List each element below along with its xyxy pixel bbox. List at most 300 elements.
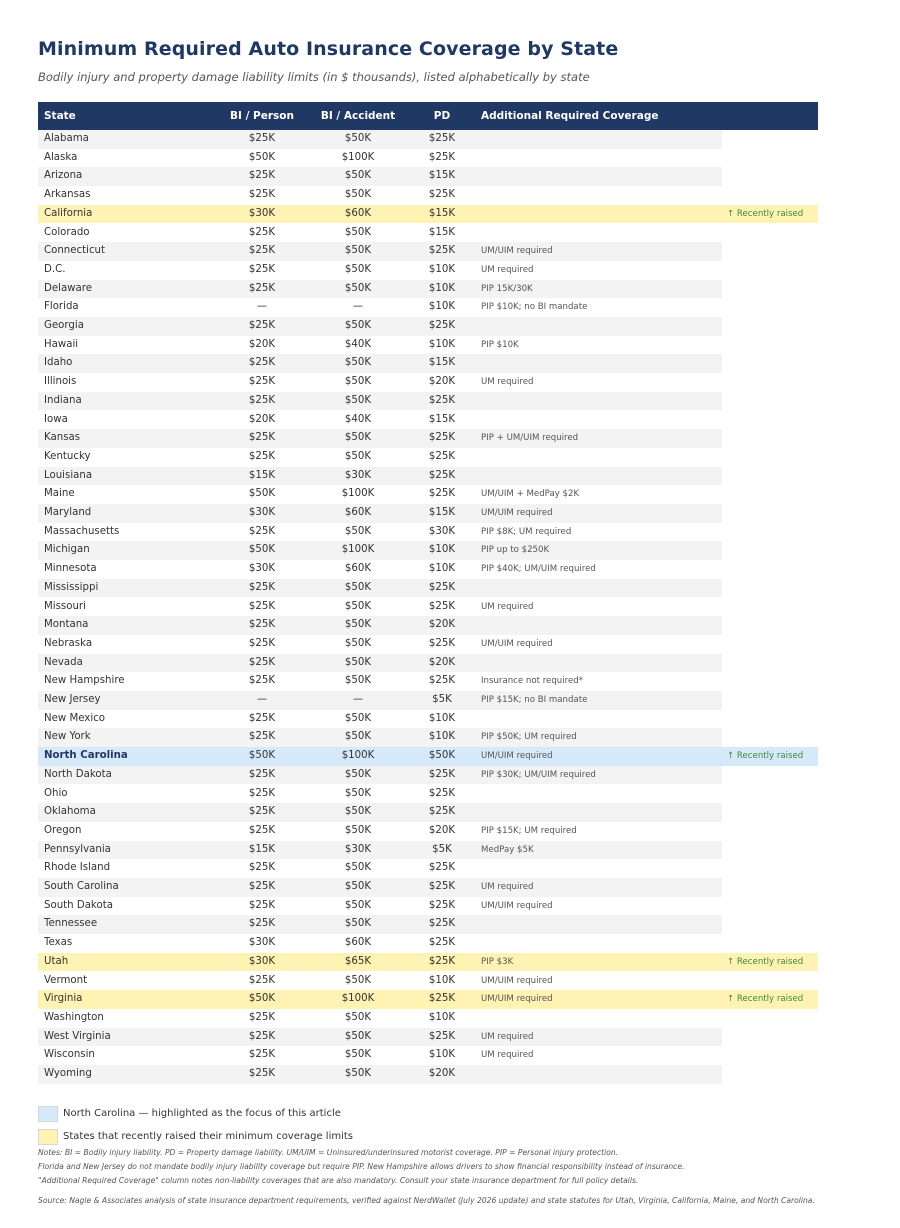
table-row bbox=[38, 878, 722, 897]
table-row bbox=[38, 691, 722, 710]
cell-state: Georgia bbox=[44, 320, 84, 331]
table-row bbox=[38, 392, 722, 411]
cell-bi-person: $50K bbox=[248, 993, 276, 1005]
cell-additional: UM/UIM required bbox=[481, 751, 553, 762]
cell-bi-person: $25K bbox=[248, 862, 276, 874]
cell-bi-accident: $50K bbox=[344, 806, 372, 818]
table-row bbox=[38, 149, 722, 168]
cell-state: California bbox=[44, 207, 93, 219]
cell-bi-accident: $60K bbox=[344, 507, 372, 518]
cell-pd: $25K bbox=[428, 918, 456, 930]
table-row bbox=[38, 560, 722, 579]
cell-pd: $25K bbox=[428, 637, 456, 649]
cell-state: Kansas bbox=[44, 432, 81, 444]
cell-additional: UM required bbox=[481, 377, 534, 388]
table-row bbox=[38, 803, 722, 822]
cell-bi-accident: $30K bbox=[344, 469, 372, 481]
cell-pd: $10K bbox=[428, 1011, 456, 1023]
cell-bi-person: $25K bbox=[248, 1068, 276, 1079]
cell-bi-person: $15K bbox=[248, 469, 276, 481]
cell-additional: PIP $3K bbox=[481, 956, 514, 967]
column-header-bi-person: BI / Person bbox=[230, 110, 294, 122]
table-row bbox=[38, 1009, 722, 1028]
cell-state: Hawaii bbox=[44, 338, 79, 350]
cell-bi-accident: $50K bbox=[344, 637, 372, 649]
cell-state: Louisiana bbox=[44, 469, 93, 481]
column-header-bi-accident: BI / Accident bbox=[320, 110, 396, 122]
cell-pd: $10K bbox=[428, 974, 456, 986]
cell-bi-person: $50K bbox=[248, 750, 276, 762]
cell-bi-person: $25K bbox=[248, 637, 276, 649]
cell-bi-person: $25K bbox=[248, 806, 276, 818]
cell-state: Alaska bbox=[44, 151, 78, 163]
cell-bi-accident: $50K bbox=[344, 1011, 372, 1023]
cell-bi-person: $25K bbox=[248, 731, 276, 743]
cell-bi-person: $25K bbox=[248, 245, 276, 257]
cell-state: West Virginia bbox=[44, 1030, 111, 1042]
cell-bi-person: $25K bbox=[248, 282, 276, 294]
cell-state: Wisconsin bbox=[44, 1049, 95, 1061]
cell-state: Texas bbox=[44, 937, 73, 949]
cell-state: Connecticut bbox=[44, 245, 106, 257]
cell-pd: $25K bbox=[428, 993, 456, 1005]
cell-bi-person: $25K bbox=[248, 133, 276, 144]
cell-pd: $25K bbox=[428, 881, 456, 892]
cell-bi-accident: $50K bbox=[344, 376, 372, 388]
cell-pd: $25K bbox=[428, 469, 456, 481]
cell-bi-accident: $100K bbox=[341, 488, 375, 500]
table-row bbox=[38, 859, 722, 878]
cell-state: Michigan bbox=[44, 544, 90, 556]
cell-state: Arizona bbox=[44, 170, 83, 182]
cell-state: Kentucky bbox=[44, 450, 91, 462]
cell-pd: $25K bbox=[428, 937, 456, 949]
cell-state: Maine bbox=[44, 488, 75, 500]
cell-additional: UM required bbox=[481, 601, 534, 612]
table-row bbox=[38, 130, 722, 149]
cell-pd: $10K bbox=[428, 712, 456, 724]
cell-state: New Jersey bbox=[44, 694, 101, 705]
table-row bbox=[38, 728, 722, 747]
cell-bi-person: $25K bbox=[248, 1011, 276, 1023]
cell-bi-person: $25K bbox=[248, 525, 276, 537]
cell-bi-person: — bbox=[256, 694, 268, 705]
cell-additional: UM/UIM required bbox=[481, 994, 553, 1005]
table-row bbox=[38, 354, 722, 373]
table-row bbox=[38, 990, 818, 1009]
cell-pd: $10K bbox=[428, 263, 456, 275]
cell-state: Nebraska bbox=[44, 637, 93, 649]
cell-bi-accident: $50K bbox=[344, 1049, 372, 1061]
cell-bi-person: $25K bbox=[248, 226, 276, 238]
cell-bi-accident: $50K bbox=[344, 394, 372, 406]
table-row bbox=[38, 1046, 722, 1065]
cell-state: Arkansas bbox=[44, 189, 91, 201]
cell-pd: $25K bbox=[428, 862, 456, 874]
cell-bi-accident: $50K bbox=[344, 768, 372, 780]
table-row bbox=[38, 1028, 722, 1047]
cell-bi-accident: $50K bbox=[344, 712, 372, 724]
table-row bbox=[38, 953, 818, 972]
cell-pd: $25K bbox=[428, 488, 456, 500]
cell-additional: PIP $8K; UM required bbox=[481, 526, 572, 537]
cell-bi-accident: $50K bbox=[344, 525, 372, 537]
cell-state: Mississippi bbox=[44, 581, 99, 593]
cell-state: Ohio bbox=[44, 787, 68, 799]
cell-flag: ↑ Recently raised bbox=[727, 208, 804, 219]
table-row bbox=[38, 897, 722, 916]
cell-state: D.C. bbox=[44, 263, 66, 275]
cell-bi-accident: $50K bbox=[344, 320, 372, 331]
cell-state: New York bbox=[44, 731, 91, 743]
cell-additional: PIP 15K/30K bbox=[481, 283, 533, 294]
cell-bi-accident: $50K bbox=[344, 263, 372, 275]
table-row bbox=[38, 672, 722, 691]
cell-bi-person: $50K bbox=[248, 488, 276, 500]
cell-state: Rhode Island bbox=[44, 862, 111, 874]
table-row bbox=[38, 541, 722, 560]
cell-state: Colorado bbox=[44, 226, 90, 238]
cell-bi-accident: $50K bbox=[344, 824, 372, 836]
cell-bi-accident: $60K bbox=[344, 937, 372, 949]
cell-bi-accident: $50K bbox=[344, 357, 372, 369]
cell-bi-accident: $65K bbox=[344, 955, 372, 967]
cell-bi-person: $50K bbox=[248, 544, 276, 556]
cell-bi-accident: $40K bbox=[344, 338, 372, 350]
table-row bbox=[38, 224, 722, 243]
cell-pd: $25K bbox=[428, 581, 456, 593]
cell-bi-accident: $50K bbox=[344, 787, 372, 799]
table-row bbox=[38, 504, 722, 523]
cell-bi-person: $30K bbox=[248, 563, 276, 575]
cell-pd: $25K bbox=[428, 899, 456, 911]
cell-pd: $25K bbox=[428, 675, 456, 687]
cell-bi-accident: $50K bbox=[344, 226, 372, 238]
cell-bi-person: $15K bbox=[248, 843, 276, 855]
cell-pd: $10K bbox=[428, 563, 456, 575]
cell-additional: MedPay $5K bbox=[481, 844, 534, 855]
cell-bi-accident: $50K bbox=[344, 899, 372, 911]
cell-additional: PIP $15K; no BI mandate bbox=[481, 695, 588, 705]
table-row bbox=[38, 317, 722, 336]
cell-bi-accident: $50K bbox=[344, 450, 372, 462]
table-row bbox=[38, 485, 722, 504]
cell-bi-person: $25K bbox=[248, 357, 276, 369]
cell-additional: PIP $15K; UM required bbox=[481, 825, 577, 836]
cell-pd: $25K bbox=[428, 955, 456, 967]
cell-bi-person: $25K bbox=[248, 1030, 276, 1042]
table-row bbox=[38, 411, 722, 430]
cell-pd: $5K bbox=[432, 843, 452, 855]
cell-bi-accident: $50K bbox=[344, 189, 372, 201]
cell-bi-person: $25K bbox=[248, 899, 276, 911]
cell-flag: ↑ Recently raised bbox=[727, 994, 804, 1005]
cell-pd: $5K bbox=[432, 694, 452, 705]
table-row bbox=[38, 242, 722, 261]
cell-bi-accident: $50K bbox=[344, 881, 372, 892]
cell-state: Massachusetts bbox=[44, 525, 120, 537]
table-row bbox=[38, 616, 722, 635]
cell-bi-accident: $50K bbox=[344, 600, 372, 612]
cell-pd: $10K bbox=[428, 282, 456, 294]
legend-label-focus: North Carolina — highlighted as the focus of this article bbox=[63, 1108, 341, 1119]
cell-bi-person: $25K bbox=[248, 768, 276, 780]
cell-pd: $20K bbox=[428, 619, 456, 631]
cell-pd: $15K bbox=[428, 226, 456, 238]
table-row bbox=[38, 298, 722, 317]
cell-pd: $15K bbox=[428, 170, 456, 182]
table-header bbox=[38, 102, 818, 130]
table-row bbox=[38, 523, 722, 542]
source-line: Source: Nagle & Associates analysis of state insurance department requirements, verified against NerdWallet (July 2026 update) and state statutes for Utah, Virginia, California, Maine, and North Carolina. bbox=[38, 1196, 815, 1205]
cell-bi-person: $25K bbox=[248, 974, 276, 986]
cell-bi-accident: $50K bbox=[344, 619, 372, 631]
cell-additional: UM/UIM required bbox=[481, 246, 553, 257]
cell-state: Idaho bbox=[44, 357, 73, 369]
cell-additional: UM required bbox=[481, 1031, 534, 1042]
cell-pd: $25K bbox=[428, 245, 456, 257]
cell-state: Pennsylvania bbox=[44, 843, 111, 855]
column-header-state: State bbox=[44, 110, 76, 122]
cell-pd: $20K bbox=[428, 824, 456, 836]
cell-state: Oklahoma bbox=[44, 806, 96, 818]
cell-bi-accident: $50K bbox=[344, 1068, 372, 1079]
table-row bbox=[38, 429, 722, 448]
table-row bbox=[38, 785, 722, 804]
cell-bi-person: $25K bbox=[248, 787, 276, 799]
cell-pd: $25K bbox=[428, 787, 456, 799]
cell-state: Indiana bbox=[44, 394, 82, 406]
cell-bi-accident: $60K bbox=[344, 207, 372, 219]
cell-additional: UM/UIM required bbox=[481, 508, 553, 518]
table-row bbox=[38, 766, 722, 785]
cell-additional: UM required bbox=[481, 1050, 534, 1061]
cell-pd: $15K bbox=[428, 207, 456, 219]
cell-additional: PIP $10K; no BI mandate bbox=[481, 302, 588, 313]
cell-state: Alabama bbox=[44, 133, 89, 144]
cell-pd: $15K bbox=[428, 507, 456, 518]
table-row bbox=[38, 654, 722, 673]
cell-pd: $25K bbox=[428, 151, 456, 163]
table-row bbox=[38, 1065, 722, 1084]
column-header-pd: PD bbox=[433, 110, 451, 122]
cell-pd: $25K bbox=[428, 600, 456, 612]
cell-bi-person: $25K bbox=[248, 450, 276, 462]
cell-bi-person: $25K bbox=[248, 1049, 276, 1061]
cell-state: South Carolina bbox=[44, 881, 119, 892]
cell-bi-person: $25K bbox=[248, 600, 276, 612]
cell-pd: $25K bbox=[428, 450, 456, 462]
cell-state: Tennessee bbox=[44, 918, 98, 930]
cell-state: Minnesota bbox=[44, 563, 97, 575]
cell-state: Utah bbox=[44, 955, 69, 967]
cell-pd: $15K bbox=[428, 357, 456, 369]
table-row bbox=[38, 710, 722, 729]
cell-bi-accident: $50K bbox=[344, 1030, 372, 1042]
cell-bi-accident: $100K bbox=[341, 151, 375, 163]
cell-bi-person: $30K bbox=[248, 955, 276, 967]
table-row bbox=[38, 635, 722, 654]
table-row bbox=[38, 747, 818, 766]
cell-additional: PIP $40K; UM/UIM required bbox=[481, 564, 596, 575]
cell-bi-person: $20K bbox=[248, 413, 276, 425]
cell-pd: $20K bbox=[428, 656, 456, 668]
table-row bbox=[38, 822, 722, 841]
cell-bi-person: $25K bbox=[248, 320, 276, 331]
cell-bi-accident: $40K bbox=[344, 413, 372, 425]
cell-bi-accident: $60K bbox=[344, 563, 372, 575]
cell-additional: PIP up to $250K bbox=[481, 545, 550, 556]
table-row bbox=[38, 205, 818, 224]
cell-pd: $10K bbox=[428, 731, 456, 743]
cell-bi-accident: $50K bbox=[344, 918, 372, 930]
cell-state: New Hampshire bbox=[44, 675, 125, 687]
cell-additional: UM required bbox=[481, 264, 534, 275]
table-row bbox=[38, 467, 722, 486]
cell-bi-person: $20K bbox=[248, 338, 276, 350]
table-row bbox=[38, 448, 722, 467]
cell-additional: PIP $50K; UM required bbox=[481, 732, 577, 743]
cell-bi-accident: $50K bbox=[344, 133, 372, 144]
note-line-2: Florida and New Jersey do not mandate bodily injury liability coverage but require PIP. New Hampshire allows drivers to show financial responsibility instead of insurance. bbox=[38, 1162, 685, 1171]
cell-bi-person: $30K bbox=[248, 937, 276, 949]
cell-pd: $25K bbox=[428, 432, 456, 444]
table-row bbox=[38, 280, 722, 299]
cell-bi-person: $25K bbox=[248, 170, 276, 182]
cell-bi-person: $25K bbox=[248, 881, 276, 892]
cell-state: Missouri bbox=[44, 600, 86, 612]
cell-pd: $10K bbox=[428, 338, 456, 350]
cell-state: Iowa bbox=[44, 413, 68, 425]
cell-bi-person: $25K bbox=[248, 712, 276, 724]
cell-pd: $25K bbox=[428, 1030, 456, 1042]
cell-bi-person: $25K bbox=[248, 581, 276, 593]
cell-bi-accident: $50K bbox=[344, 731, 372, 743]
cell-additional: UM required bbox=[481, 882, 534, 892]
chart-subtitle: Bodily injury and property damage liability limits (in $ thousands), listed alphabetically by state bbox=[38, 70, 590, 84]
table-row bbox=[38, 373, 722, 392]
cell-additional: PIP + UM/UIM required bbox=[481, 433, 579, 444]
table-row bbox=[38, 261, 722, 280]
cell-state: North Carolina bbox=[44, 750, 128, 762]
cell-pd: $25K bbox=[428, 806, 456, 818]
table-row bbox=[38, 336, 722, 355]
table-row bbox=[38, 934, 722, 953]
table-row bbox=[38, 915, 722, 934]
cell-bi-person: $25K bbox=[248, 189, 276, 201]
cell-pd: $10K bbox=[428, 301, 456, 313]
cell-additional: PIP $30K; UM/UIM required bbox=[481, 769, 596, 780]
column-header-additional: Additional Required Coverage bbox=[481, 110, 659, 122]
cell-bi-person: $30K bbox=[248, 507, 276, 518]
cell-bi-person: $25K bbox=[248, 263, 276, 275]
cell-flag: ↑ Recently raised bbox=[727, 956, 804, 967]
cell-bi-accident: $100K bbox=[341, 750, 375, 762]
note-line-1: Notes: BI = Bodily injury liability. PD = Property damage liability. UM/UIM = Uninsured/underinsured motorist coverage. PIP = Personal injury protection. bbox=[38, 1148, 619, 1157]
cell-state: Maryland bbox=[44, 507, 92, 518]
cell-pd: $25K bbox=[428, 320, 456, 331]
cell-pd: $20K bbox=[428, 376, 456, 388]
cell-bi-accident: $30K bbox=[344, 843, 372, 855]
legend-swatch-focus bbox=[38, 1106, 58, 1122]
table-row bbox=[38, 972, 722, 991]
cell-pd: $15K bbox=[428, 413, 456, 425]
cell-bi-person: $25K bbox=[248, 656, 276, 668]
cell-additional: PIP $10K bbox=[481, 339, 519, 350]
cell-pd: $25K bbox=[428, 189, 456, 201]
cell-pd: $30K bbox=[428, 525, 456, 537]
cell-bi-accident: $50K bbox=[344, 581, 372, 593]
chart-title: Minimum Required Auto Insurance Coverage by State bbox=[38, 38, 619, 60]
cell-state: Nevada bbox=[44, 656, 83, 668]
cell-state: New Mexico bbox=[44, 712, 106, 724]
cell-state: South Dakota bbox=[44, 899, 113, 911]
cell-state: Virginia bbox=[44, 993, 83, 1005]
cell-bi-accident: $50K bbox=[344, 245, 372, 257]
cell-bi-person: $25K bbox=[248, 675, 276, 687]
cell-state: Vermont bbox=[44, 974, 88, 986]
cell-pd: $20K bbox=[428, 1068, 456, 1079]
cell-additional: Insurance not required* bbox=[481, 676, 584, 687]
cell-pd: $50K bbox=[428, 750, 456, 762]
cell-bi-person: — bbox=[256, 301, 268, 313]
cell-state: North Dakota bbox=[44, 768, 112, 780]
legend-label-raised: States that recently raised their minimum coverage limits bbox=[63, 1131, 354, 1142]
cell-additional: UM/UIM required bbox=[481, 638, 553, 649]
cell-bi-accident: $50K bbox=[344, 675, 372, 687]
legend-swatch-raised bbox=[38, 1129, 58, 1145]
cell-state: Wyoming bbox=[44, 1068, 92, 1079]
cell-bi-accident: — bbox=[352, 301, 364, 313]
cell-bi-person: $25K bbox=[248, 376, 276, 388]
cell-bi-person: $25K bbox=[248, 918, 276, 930]
cell-bi-person: $25K bbox=[248, 394, 276, 406]
table-row bbox=[38, 186, 722, 205]
cell-bi-accident: $100K bbox=[341, 993, 375, 1005]
table-row bbox=[38, 598, 722, 617]
cell-pd: $25K bbox=[428, 768, 456, 780]
cell-state: Oregon bbox=[44, 824, 82, 836]
cell-state: Delaware bbox=[44, 282, 92, 294]
cell-bi-accident: $100K bbox=[341, 544, 375, 556]
cell-bi-person: $25K bbox=[248, 824, 276, 836]
table-row bbox=[38, 167, 722, 186]
cell-bi-accident: $50K bbox=[344, 974, 372, 986]
table-row bbox=[38, 841, 722, 860]
note-line-3: "Additional Required Coverage" column notes non-liability coverages that are also mandatory. Consult your state insurance department for full policy details. bbox=[38, 1176, 639, 1185]
cell-pd: $10K bbox=[428, 544, 456, 556]
cell-bi-accident: $50K bbox=[344, 656, 372, 668]
cell-bi-person: $30K bbox=[248, 207, 276, 219]
cell-additional: UM/UIM + MedPay $2K bbox=[481, 489, 580, 500]
cell-pd: $25K bbox=[428, 394, 456, 406]
cell-additional: UM/UIM required bbox=[481, 975, 553, 986]
cell-state: Illinois bbox=[44, 376, 77, 388]
table-row bbox=[38, 579, 722, 598]
cell-pd: $10K bbox=[428, 1049, 456, 1061]
cell-bi-person: $25K bbox=[248, 619, 276, 631]
cell-bi-accident: $50K bbox=[344, 432, 372, 444]
cell-flag: ↑ Recently raised bbox=[727, 751, 804, 762]
cell-bi-person: $50K bbox=[248, 151, 276, 163]
cell-bi-accident: $50K bbox=[344, 862, 372, 874]
cell-state: Montana bbox=[44, 619, 89, 631]
cell-additional: UM/UIM required bbox=[481, 900, 553, 911]
cell-bi-accident: — bbox=[352, 694, 364, 705]
cell-pd: $25K bbox=[428, 133, 456, 144]
cell-state: Florida bbox=[44, 301, 79, 313]
cell-bi-accident: $50K bbox=[344, 170, 372, 182]
